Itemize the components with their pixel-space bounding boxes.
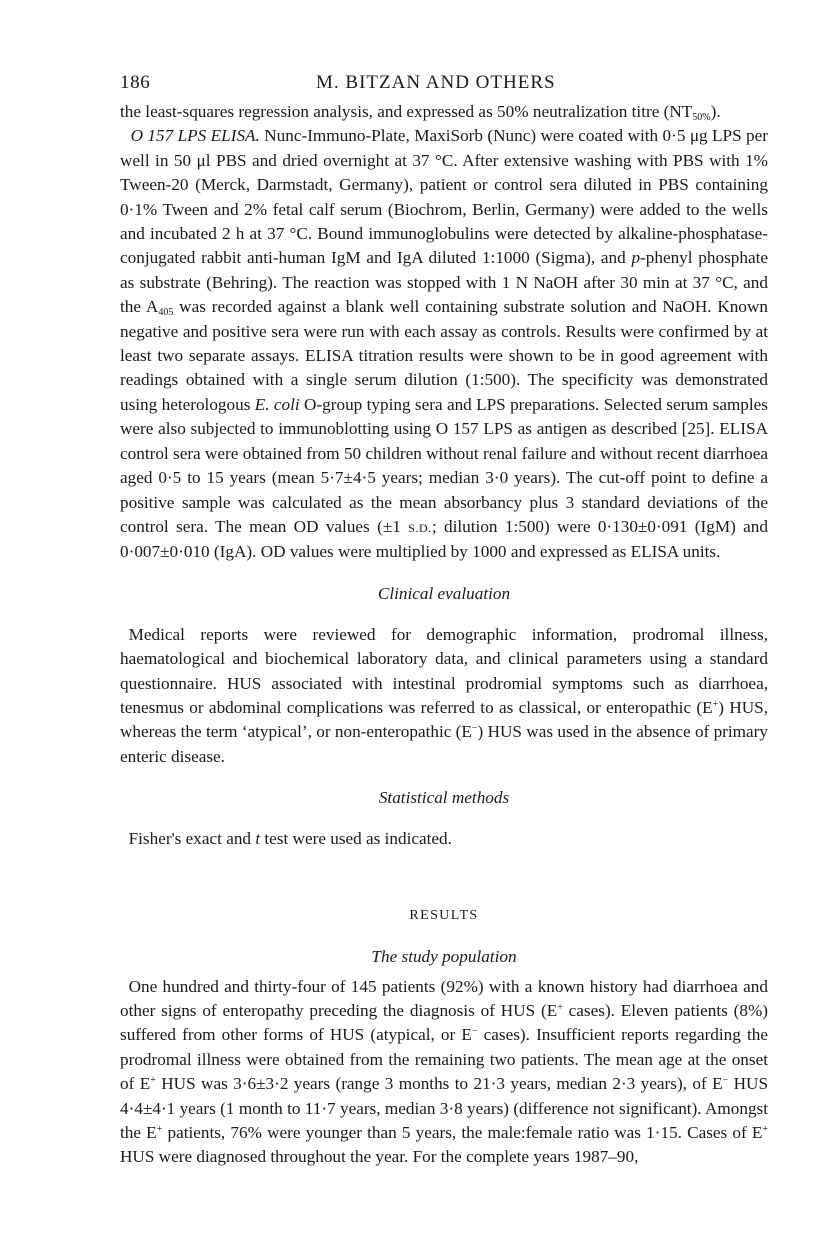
subheading-clinical-evaluation: Clinical evaluation <box>377 583 511 603</box>
subheading-study-population: The study population <box>371 946 517 966</box>
paragraph-methods-continuation: the least-squares regression analysis, and expressed as 50% neutralization titre $(NT_{50\%})$. <box>120 102 721 123</box>
run-in-heading-lps-elisa: O 157 LPS ELISA. <box>130 126 260 146</box>
paragraph-lps-elisa: O 157 LPS ELISA. Nunc-Immuno-Plate, MaxiSorb (Nunc) were coated with 0·5 μg LPS per well in 50 μl PBS and dried overnight at 37 °C. After extensive washing with PBS with 1% Tween-20 (Merck, Darmstadt, Germany), patient or control sera diluted in PBS containing 0·1% Tween and 2% fetal calf serum (Biochrom, Berlin, Germany) were added to the wells and incubated 2 h at 37 °C. Bound immunoglobulins were detected by alkaline-phosphatase-conjugated rabbit anti-human IgM and IgA diluted 1:1000 (Sigma), and p-phenyl phosphate as substrate (Behring). The reaction was stopped with 1 N NaOH after 30 min at 37 °C, and the $A_{405}$ was recorded against a blank well containing substrate solution and NaOH. Known negative and positive sera were run with each assay as controls. Results were confirmed by at least two separate assays. ELISA titration results were shown to be in good agreement with readings obtained with a single serum dilution (1:500). The specificity was demonstrated using heterologous E. coli O-group typing sera and LPS preparations. Selected serum samples were also subjected to immunoblotting using O 157 LPS as antigen as described [25]. ELISA control sera were obtained from 50 children without renal failure and without recent diarrhoea aged 0·5 to 15 years (mean 5·7±4·5 years; median 3·0 years). The cut-off point to define a positive sample was calculated as the mean absorbancy plus 3 standard deviations of the control sera. The mean OD values (±1 S.D.; dilution 1:500) were 0·130±0·091 (IgM) and 0·007±0·010 (IgA). OD values were multiplied by 1000 and expressed as ELISA units. <box>120 126 769 562</box>
page-content <box>120 72 768 1170</box>
section-heading-results: RESULTS <box>409 907 479 923</box>
paragraph-study-population: One hundred and thirty-four of 145 patients (92%) with a known history had diarrhoea and other signs of enteropathy preceding the diagnosis of HUS (E+ cases). Eleven patients (8%) suffered from other forms of HUS (atypical, or E− cases). Insufficient reports regarding the prodromal illness were obtained from the remaining two patients. The mean age at the onset of E+ HUS was 3·6±3·2 years (range 3 months to 21·3 years, median 2·3 years), of E− HUS 4·4±4·1 years (1 month to 11·7 years, median 3·8 years) (difference not significant). Amongst the E+ patients, 76% were younger than 5 years, the male:female ratio was 1·15. Cases of E+ HUS were diagnosed throughout the year. For the complete years 1987–90, <box>120 976 769 1167</box>
paragraph-statistical-methods: Fisher's exact and t test were used as indicated. <box>128 829 452 849</box>
running-head <box>120 72 768 100</box>
paragraph-clinical-evaluation: Medical reports were reviewed for demographic information, prodromal illness, haematological and biochemical laboratory data, and clinical parameters using a standard questionnaire. HUS associated with intestinal prodromial symptoms such as diarrhoea, tenesmus or abdominal complications was referred to as classical, or enteropathic (E+) HUS, whereas the term ‘atypical’, or non-enteropathic (E−) HUS was used in the absence of primary enteric disease. <box>120 624 768 766</box>
subheading-statistical-methods: Statistical methods <box>378 788 510 808</box>
page-number: 186 <box>120 72 151 93</box>
running-head-author: M. BITZAN AND OTHERS <box>316 72 556 93</box>
